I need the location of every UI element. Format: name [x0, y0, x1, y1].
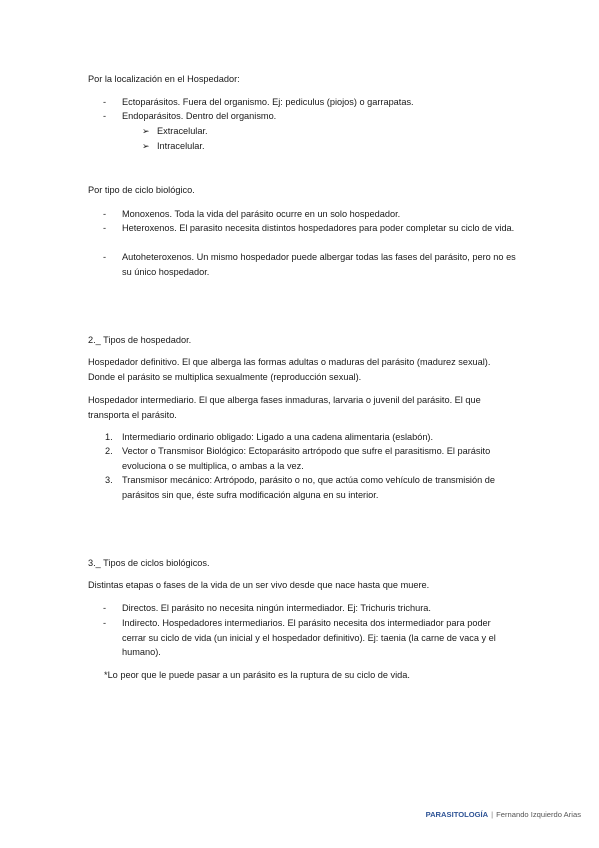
sub-list-item: Extracelular.: [157, 126, 208, 136]
bullet-dash: -: [103, 223, 107, 233]
page-footer: [426, 810, 581, 819]
list-item: Endoparásitos. Dentro del organismo.: [122, 111, 277, 121]
section-heading-ciclos: 3._ Tipos de ciclos biológicos.: [88, 558, 210, 568]
bullet-dash: -: [103, 603, 107, 613]
section-heading-hospedador: 2._ Tipos de hospedador.: [88, 335, 192, 345]
list-item: Ectoparásitos. Fuera del organismo. Ej: pediculus (piojos) o garrapatas.: [122, 97, 414, 107]
paragraph-intro: Distintas etapas o fases de la vida de un ser vivo desde que nace hasta que muere.: [88, 580, 430, 590]
list-item: Monoxenos. Toda la vida del parásito ocurre en un solo hospedador.: [122, 209, 401, 219]
list-item: Heteroxenos. El parasito necesita distintos hospedadores para poder completar su ciclo de vida.: [122, 223, 515, 233]
numbered-item: Intermediario ordinario obligado: Ligado a una cadena alimentaria (eslabón).: [122, 432, 434, 442]
paragraph-intermediario: Hospedador intermediario. El que alberga fases inmaduras, larvaria o juvenil del parásito. El que transporta el parásito.: [88, 395, 481, 420]
footer-author: Fernando Izquierdo Arias: [496, 810, 581, 819]
section-heading-localizacion: Por la localización en el Hospedador:: [88, 74, 240, 84]
list-number: 3.: [105, 475, 113, 485]
arrow-bullet-icon: ➢: [142, 141, 150, 151]
list-number: 2.: [105, 446, 113, 456]
sub-list-item: Intracelular.: [157, 141, 205, 151]
list-number: 1.: [105, 432, 113, 442]
footnote: *Lo peor que le puede pasar a un parásito es la ruptura de su ciclo de vida.: [104, 670, 410, 680]
list-item: Autoheteroxenos. Un mismo hospedador puede albergar todas las fases del parásito, pero no es su único hospedador.: [122, 252, 516, 277]
bullet-dash: -: [103, 97, 107, 107]
list-item: Directos. El parásito no necesita ningún intermediador. Ej: Trichuris trichura.: [122, 603, 431, 613]
bullet-dash: -: [103, 111, 107, 121]
paragraph-definitivo: Hospedador definitivo. El que alberga las formas adultas o maduras del parásito (madurez sexual). Donde el parásito se multiplica sexualmente (reproducción sexual).: [88, 357, 491, 382]
bullet-dash: -: [103, 209, 107, 219]
bullet-dash: -: [103, 618, 107, 628]
numbered-item: Transmisor mecánico: Artrópodo, parásito o no, que actúa como vehículo de transmisión de parásitos sin que, éste sufra modificación alguna en su interior.: [122, 475, 495, 500]
bullet-dash: -: [103, 252, 107, 262]
footer-separator: |: [491, 810, 494, 819]
footer-brand: PARASITOLOGÍA: [425, 810, 489, 819]
list-item: Indirecto. Hospedadores intermediarios. El parásito necesita dos intermediador para poder cerrar su ciclo de vida (un inicial y el hospedador definitivo). Ej: taenia (la carne de vaca y el humano).: [122, 618, 496, 657]
arrow-bullet-icon: ➢: [142, 126, 150, 136]
numbered-item: Vector o Transmisor Biológico: Ectoparásito artrópodo que sufre el parasitismo. El parásito evoluciona o se multiplica, o ambas a la vez.: [122, 446, 491, 471]
section-heading-ciclo: Por tipo de ciclo biológico.: [88, 185, 195, 195]
